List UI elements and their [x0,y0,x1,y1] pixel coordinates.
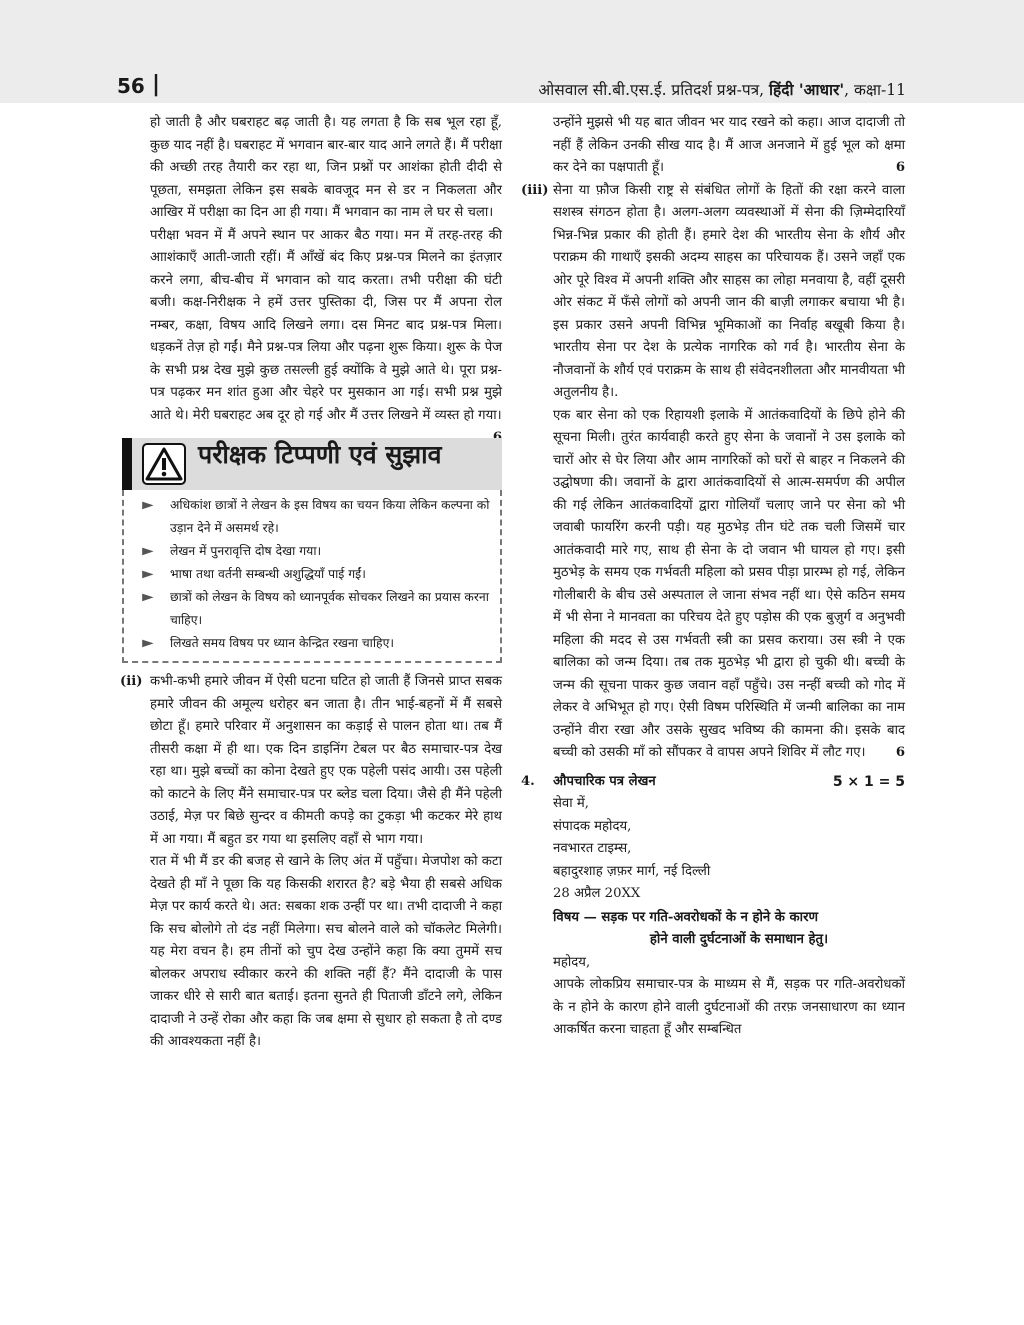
right-column [521,112,905,1042]
letter-address-line: बहादुरशाह ज़फ़र मार्ग, नई दिल्ली [553,863,711,879]
answer-ii [120,671,502,1054]
question-4 [521,771,905,1042]
letter [553,793,905,1042]
item-label: (ii) [120,674,143,689]
marks: 6 [895,160,905,175]
page-header [0,72,1024,102]
warning-icon [142,443,186,485]
question-number: 4. [521,773,535,789]
book-title: ओसवाल सी.बी.एस.ई. प्रतिदर्श प्रश्न-पत्र, हिंदी 'आधार', कक्षा-11 [538,80,906,99]
paragraph: कभी-कभी हमारे जीवन में ऐसी घटना घटित हो जाती हैं जिनसे प्राप्त सबक हमारे जीवन की अमूल्य धरोहर बन जाता है। तीन भाई-बहनों में मैं सबसे छोटा हूँ। हमारे परिवार में अनुशासन का कड़ाई से पालन होता था। तब मैं तीसरी कक्षा में ही था। एक दिन डाइनिंग टेबल पर बैठ समाचार-पत्र देख रहा था। मुझे बच्चों का कोना देखते हुए एक पहेली पसंद आयी। उस पहेली को काटने के लिए मैंने समाचार-पत्र पर ब्लेड चला दिया। जैसे ही मैंने पहेली उठाई, मेज़ पर बिछे सुन्दर व कीमती कपड़े का टुकड़ा भी कटकर मेरे हाथ में आ गया। मैं बहुत डर गया था इसलिए वहाँ से भाग गया। [150,674,502,847]
paragraph: परीक्षा भवन में मैं अपने स्थान पर आकर बैठ गया। मन में तरह-तरह की आाशंकाएँ आती-जाती रहीं। मैं आँखें बंद किए प्रश्न-पत्र मिलने का इंतज़ार करने लगा, बीच-बीच में भगवान को याद करता। तभी परीक्षा की घंटी बजी। कक्ष-निरीक्षक ने हमें उत्तर पुस्तिका दी, जिस पर मैं अपना रोल नम्बर, कक्षा, विषय आदि लिखने लगा। दस मिनट बाद प्रश्न-पत्र मिला। धड़कनें तेज़ हो गईं। मैने प्रश्न-पत्र लिया और पढ़ना शुरू किया। शुरू के पेज के सभी प्रश्न देख मुझे कुछ तसल्ली हुई क्योंकि वे मुझे आते थे। पूरा प्रश्न-पत्र पढ़कर मन शांत हुआ और चेहरे पर मुसकान आ गई। सभी प्रश्न मुझे आते थे। मेरी घबराहट अब दूर हो गई और मैं उत्तर लिखने में व्यस्त हो गया। [150,225,502,428]
note-item: ▶ लेखन में पुनरावृत्ति दोष देखा गया। [140,540,492,563]
paragraph: उन्होंने मुझसे भी यह बात जीवन भर याद रखने को कहा। आज दादाजी तो नहीं हैं लेकिन उनकी सीख याद है। मैं आज अनजाने में हुई भूल को क्षमा कर देने का पक्षपाती हूँ। 6 [553,112,905,180]
paragraph: रात में भी मैं डर की बजह से खाने के लिए अंत में पहुँचा। मेजपोश को कटा देखते ही माँ ने पूछा कि यह किसकी शरारत है? बड़े भैया ही सबसे अधिक मेज़ पर कार्य करते थे। अत: सबका शक उन्हीं पर था। तभी दादाजी ने कहा कि सच बोलोगे तो दंड नहीं मिलेगा। सच बोलने वाले को चॉकलेट मिलेगी। यह मेरा वचन है। हम तीनों को चुप देख उन्होंने कहा कि क्या तुममें सच बोलकर अपराध स्वीकार करने की शक्ति नहीं हैं? मैंने दादाजी के पास जाकर धीरे से सारी बात बताई। इतना सुनते ही पिताजी डाँटने लगे, लेकिन दादाजी ने उन्हें रोका और कहा कि जब क्षमा से सुधार हो सकता है तो दण्ड की आवश्यकता नहीं है। [150,854,502,1049]
letter-address-line: सेवा में, [553,796,589,811]
letter-subject-continued: होने वाली दुर्घटनाओं के समाधान हेतु। [649,932,829,947]
left-column [120,112,502,1054]
examiner-notes-list [122,490,502,663]
letter-salutation: महोदय, [553,954,591,970]
letter-date: 28 अप्रैल 20XX [553,886,641,901]
letter-body: आपके लोकप्रिय समाचार-पत्र के माध्यम से मैं, सड़क पर गति-अवरोधकों के न होने के कारण होने वाली दुर्घटनाओं की तरफ़ जनसाधारण का ध्यान आकर्षित करना चाहता हूँ और सम्बन्धित [553,977,905,1037]
header-separator: | [152,72,161,97]
answer-iii [521,180,905,765]
letter-subject: विषय — सड़क पर गति-अवरोधकों के न होने के कारण [553,909,818,925]
item-label: (iii) [521,182,549,198]
paragraph: हो जाती है और घबराहट बढ़ जाती है। यह लगता है कि सब भूल रहा हूँ, कुछ याद नहीं है। घबराहट में भगवान बार-बार याद आने लगते हैं। मैं परीक्षा की अच्छी तरह तैयारी कर रहा था, जिन प्रश्नों पर आशंका होती दीदी से पूछता, समझता लेकिन इस सबके बावजूद मन से डर न निकलता और आखिर में परीक्षा का दिन आ ही गया। मैं भगवान का नाम ले घर से चला। [150,115,502,220]
examiner-notes-box [122,438,502,663]
note-item: ▶ छात्रों को लेखन के विषय को ध्यानपूर्वक सोचकर लिखने का प्रयास करना चाहिए। [140,586,492,632]
note-item: ▶ अधिकांश छात्रों ने लेखन के इस विषय का चयन किया लेकिन कल्पना को उड़ान देने में असमर्थ रहे। [140,494,492,540]
examiner-notes-header [122,438,502,490]
note-item: ▶ लिखते समय विषय पर ध्यान केन्द्रित रखना चाहिए। [140,632,492,655]
paragraph: सेना या फ़ौज किसी राष्ट्र से संबंधित लोगों के हितों की रक्षा करने वाला सशस्त्र संगठन होता है। अलग-अलग व्यवस्थाओं में सेना की ज़िम्मेदारियाँ भिन्न-भिन्न प्रकार की होती हैं। हमारे देश की भारतीय सेना के शौर्य और पराक्रम की गाथाएँ इसकी अदम्य साहस का परिचायक हैं। उसने जहाँ एक ओर पूरे विश्व में अपनी शक्ति और साहस का लोहा मनवाया है, वहीं दूसरी ओर संकट में फँसे लोगों को अपनी जान की बाज़ी लगाकर बचाया भी है। इस प्रकार उसने अपनी विभिन्न भूमिकाओं का निर्वाह बखूबी किया है। भारतीय सेना पर देश के प्रत्येक नागरिक को गर्व है। भारतीय सेना के नौजवानों के शौर्य एवं पराक्रम के साथ ही संवेदनशीलता और मानवीयता भी अतुलनीय है।. [553,182,905,400]
letter-address-line: नवभारत टाइम्स, [553,841,632,856]
marks: 6 [895,745,905,760]
question-marks: 5 × 1 = 5 [832,773,905,790]
note-item: ▶ भाषा तथा वर्तनी सम्बन्धी अशुद्धियाँ पाई गईं। [140,563,492,586]
examiner-notes-title: परीक्षक टिप्पणी एवं सुझाव [198,440,442,469]
question-title: औपचारिक पत्र लेखन [553,773,656,789]
paragraph: एक बार सेना को एक रिहायशी इलाके में आतंकवादियों के छिपे होने की सूचना मिली। तुरंत कार्यवाही करते हुए सेना के जवानों ने उस इलाके को चारों ओर से घेर लिया और आम नागरिकों को घरों से बाहर न निकलने की उद्घोषणा की। जवानों के द्वारा आतंकवादियों से आत्म-समर्पण की अपील की गई लेकिन आतंकवादियों द्वारा गोलियाँ चलाए जाने पर सेना को भी जवाबी फायरिंग करनी पड़ी। यह मुठभेड़ तीन घंटे तक चली जिसमें चार आतंकवादी मारे गए, साथ ही सेना के दो जवान भी घायल हो गए। इसी मुठभेड़ के समय एक गर्भवती महिला को प्रसव पीड़ा प्रारम्भ हो गई, लेकिन गोलीबारी के बीच उसे अस्पताल ले जाना संभव नहीं था। ऐसे कठिन समय में भी सेना ने मानवता का परिचय देते हुए पड़ोस की एक बुज़ुर्ग व अनुभवी महिला की मदद से उस गर्भवती स्त्री का प्रसव कराया। उस स्त्री ने एक बालिका को जन्म दिया। तब तक मुठभेड़ भी द्वारा हो चुकी थी। बच्ची के जन्म की सूचना पाकर कुछ जवान वहाँ पहुँचे। उस नन्हीं बच्ची को गोद में लेकर वे अभिभूत हो गए। ऐसी विषम परिस्थिति में जन्मी बालिका का नाम उन्होंने वीरा रखा और उसके सुखद भविष्य की कामना की। इसके बाद बच्ची को उसकी माँ को सौंपकर वे वापस अपने शिविर में लौट गए। 6 [553,405,905,765]
page-number: 56 [117,74,145,98]
letter-address-line: संपादक महोदय, [553,818,632,834]
